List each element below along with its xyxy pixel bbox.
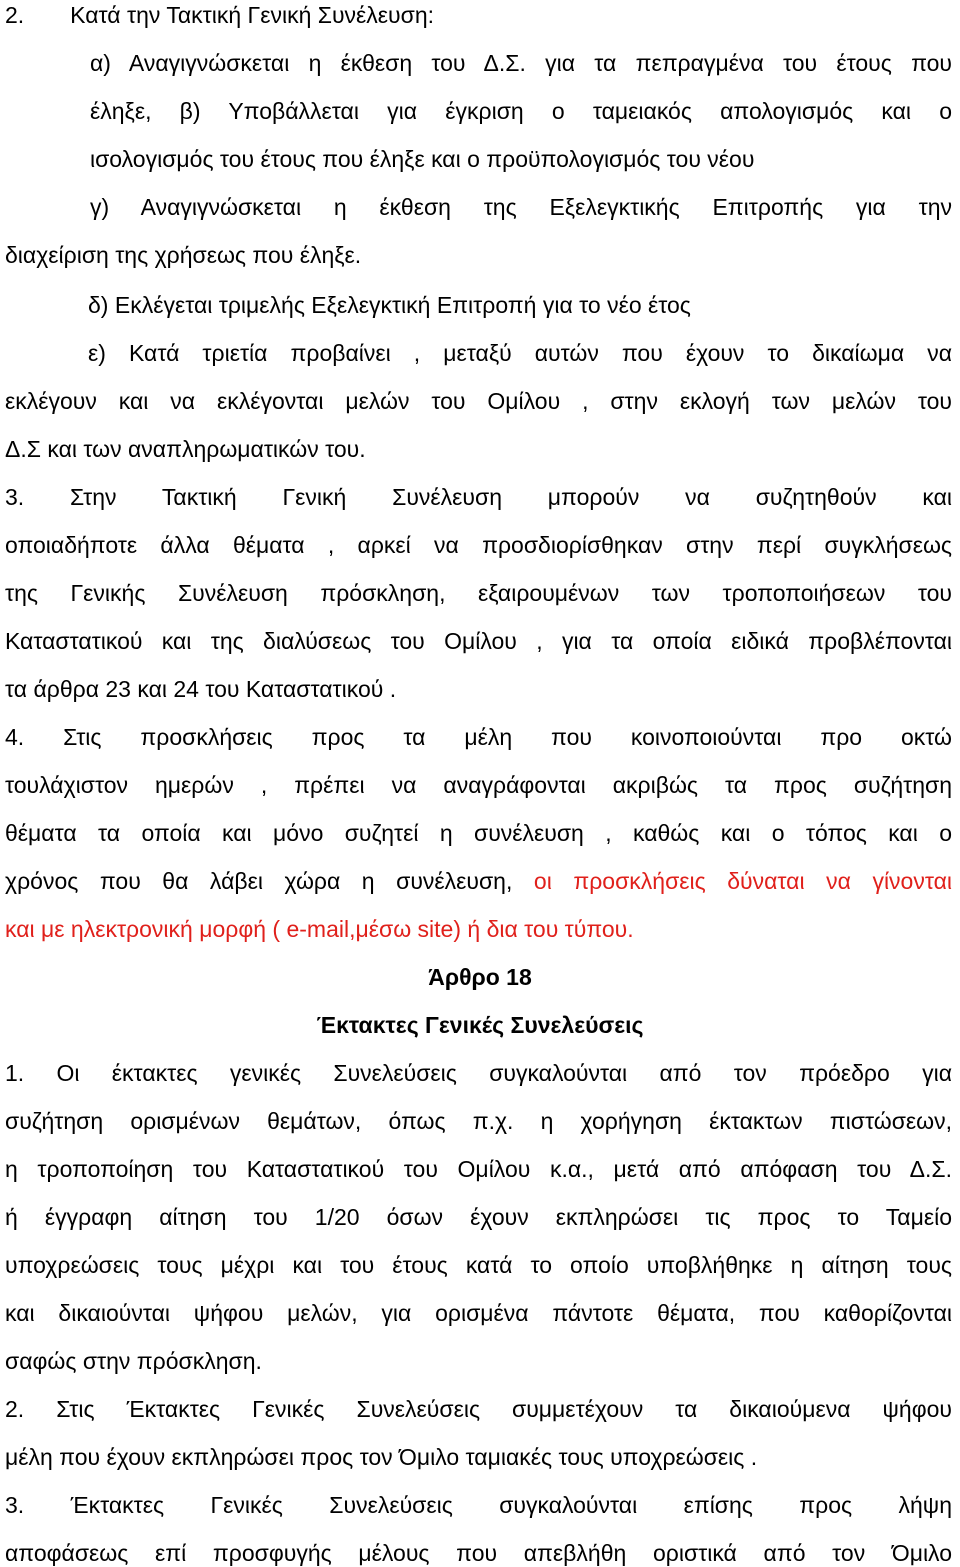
paragraph-line: [5, 627, 952, 655]
red-amendment-text: και με ηλεκτρονική μορφή ( e-mail,μέσω site) ή δια του τύπου.: [5, 916, 634, 942]
line-text: μέλη που έχουν εκπληρώσει προς τον Όμιλο ταμιακές τους υποχρεώσεις .: [5, 1444, 758, 1470]
line-text: η τροποποίηση του Καταστατικού του Ομίλου κ.α., μετά από απόφαση του Δ.Σ.: [5, 1156, 952, 1182]
paragraph-line: [90, 145, 952, 173]
paragraph-line: [5, 1443, 952, 1471]
line-text: ε) Κατά τριετία προβαίνει , μεταξύ αυτών που έχουν το δικαίωμα να: [88, 340, 952, 366]
paragraph-line: [5, 675, 952, 703]
line-text: συζήτηση ορισμένων θεμάτων, όπως π.χ. η χορήγηση έκτακτων πιστώσεων,: [5, 1108, 952, 1134]
line-text: 1. Οι έκτακτες γενικές Συνελεύσεις συγκαλούνται από τον πρόεδρο για: [5, 1060, 952, 1086]
paragraph-line: [5, 241, 952, 269]
paragraph-line: [88, 291, 952, 319]
paragraph-line: [5, 723, 952, 751]
line-text: τουλάχιστον ημερών , πρέπει να αναγράφονται ακριβώς τα προς συζήτηση: [5, 772, 952, 798]
paragraph-line: [5, 1107, 952, 1135]
line-text: θέματα τα οποία και μόνο συζητεί η συνέλευση , καθώς και ο τόπος και ο: [5, 820, 952, 846]
paragraph-line: [5, 1203, 952, 1231]
section-2-heading: [5, 1, 952, 29]
paragraph-line: [5, 1299, 952, 1327]
paragraph-line: [5, 387, 952, 415]
line-text: 3. Έκτακτες Γενικές Συνελεύσεις συγκαλούνται επίσης προς λήψη: [5, 1492, 952, 1518]
line-text: ισολογισμός του έτους που έληξε και ο προϋπολογισμός του νέου: [90, 146, 755, 172]
paragraph-line: [5, 1347, 952, 1375]
paragraph-line: [5, 531, 952, 559]
paragraph-line: [5, 579, 952, 607]
line-text: σαφώς στην πρόσκληση.: [5, 1348, 262, 1374]
line-text: δ) Εκλέγεται τριμελής Εξελεγκτική Επιτροπή για το νέο έτος: [88, 292, 691, 318]
paragraph-line: [5, 1491, 952, 1519]
paragraph-line: [5, 1059, 952, 1087]
line-text: έληξε, β) Υποβάλλεται για έγκριση ο ταμειακός απολογισμός και ο: [90, 98, 952, 124]
paragraph-line: [5, 819, 952, 847]
line-text: εκλέγουν και να εκλέγονται μελών του Ομίλου , στην εκλογή των μελών του: [5, 388, 952, 414]
paragraph-line: [5, 867, 952, 895]
paragraph-line: [5, 1539, 952, 1567]
line-text: 4. Στις προσκλήσεις προς τα μέλη που κοινοποιούνται προ οκτώ: [5, 724, 952, 750]
article-title: Έκτακτες Γενικές Συνελεύσεις: [316, 1012, 644, 1038]
paragraph-line: [5, 435, 952, 463]
line-text: Δ.Σ και των αναπληρωματικών του.: [5, 436, 366, 462]
line-text: τα άρθρα 23 και 24 του Καταστατικού .: [5, 676, 397, 702]
line-text: και δικαιούνται ψήφου μελών, για ορισμένα πάντοτε θέματα, που καθορίζονται: [5, 1300, 952, 1326]
paragraph-line: [5, 483, 952, 511]
line-text: αποφάσεως επί προσφυγής μέλους που απεβλήθη οριστικά από τον Όμιλο: [5, 1540, 952, 1566]
line-text: ή έγγραφη αίτηση του 1/20 όσων έχουν εκπληρώσει τις προς το Ταμείο: [5, 1204, 952, 1230]
line-text: α) Αναγιγνώσκεται η έκθεση του Δ.Σ. για τα πεπραγμένα του έτους που: [90, 50, 952, 76]
line-text: της Γενικής Συνέλευση πρόσκληση, εξαιρουμένων των τροποποιήσεων του: [5, 580, 952, 606]
paragraph-line: [5, 915, 952, 943]
line-text: χρόνος που θα λάβει χώρα η συνέλευση,: [5, 868, 513, 894]
line-text: Καταστατικού και της διαλύσεως του Ομίλου , για τα οποία ειδικά προβλέπονται: [5, 628, 952, 654]
paragraph-line: [5, 1155, 952, 1183]
line-text: 2. Στις Έκτακτες Γενικές Συνελεύσεις συμμετέχουν τα δικαιούμενα ψήφου: [5, 1396, 952, 1422]
paragraph-line: [90, 97, 952, 125]
paragraph-line: [5, 771, 952, 799]
line-text: υποχρεώσεις τους μέχρι και του έτους κατά το οποίο υποβλήθηκε η αίτηση τους: [5, 1252, 952, 1278]
line-text: διαχείριση της χρήσεως που έληξε.: [5, 242, 362, 268]
red-amendment-text: οι προσκλήσεις δύναται να γίνονται: [512, 868, 953, 894]
paragraph-line: [5, 1395, 952, 1423]
line-text: οποιαδήποτε άλλα θέματα , αρκεί να προσδιορίσθηκαν στην περί συγκλήσεως: [5, 532, 952, 558]
line-text: γ) Αναγιγνώσκεται η έκθεση της Εξελεγκτικής Επιτροπής για την: [90, 194, 952, 220]
line-text: 3. Στην Τακτική Γενική Συνέλευση μπορούν να συζητηθούν και: [5, 484, 952, 510]
line-text: 2. Κατά την Τακτική Γενική Συνέλευση:: [5, 2, 435, 28]
paragraph-line: [5, 1251, 952, 1279]
paragraph-line: [90, 193, 952, 221]
article-number: Άρθρο 18: [428, 964, 532, 990]
paragraph-line: [88, 339, 952, 367]
paragraph-line: [90, 49, 952, 77]
